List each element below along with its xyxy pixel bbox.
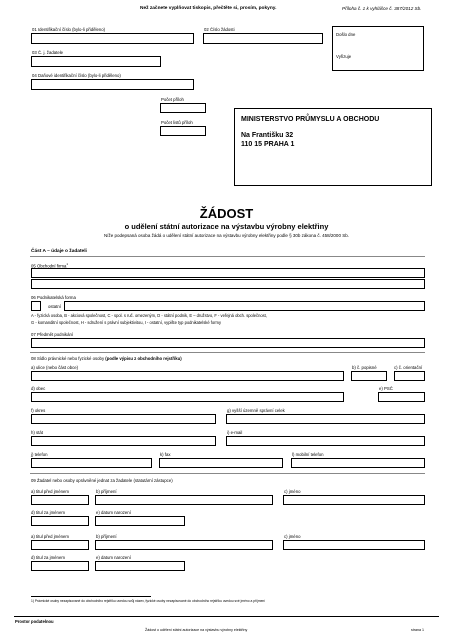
mobile-field[interactable] <box>291 458 425 468</box>
label-07: 07 Předmět podnikání <box>31 332 74 337</box>
first-name-field[interactable] <box>283 540 425 550</box>
surname-field[interactable] <box>95 540 273 550</box>
country-label: h) stát <box>31 430 43 435</box>
form-subtitle: o udělení státní autorizace na výstavbu výrobny elektřiny <box>124 222 329 231</box>
first-name-label: c) jméno <box>284 489 301 494</box>
attachments-count-field[interactable] <box>160 103 206 113</box>
address-line-3: 110 15 PRAHA 1 <box>241 141 295 148</box>
received-date-label: Došlo dne <box>336 32 356 37</box>
part-a-heading: Část A – údaje o žadateli <box>31 249 87 254</box>
label-08: 08 Sídlo právnické nebo fyzické osoby (podle výpisu z obchodního rejstříku) <box>31 356 182 361</box>
id-number-field[interactable] <box>31 33 194 44</box>
received-stamp-box <box>332 26 424 71</box>
form-note: Níže podepsaná osoba žádá o udělení státní autorizace na výstavbu výrobny elektřiny podle § 30b zákona č. 458/2000 Sb. <box>104 233 349 238</box>
attachment-pages-label: Počet listů příloh <box>161 120 193 125</box>
region-field[interactable] <box>226 414 425 424</box>
title-before-field[interactable] <box>31 540 89 550</box>
footer-rule <box>14 616 439 617</box>
orientation-number-field[interactable] <box>394 371 425 381</box>
email-label: i) e-mail <box>227 430 243 435</box>
first-name-label: c) jméno <box>284 534 301 539</box>
title-after-label: d) titul za jménem <box>31 555 65 560</box>
section-divider <box>30 473 425 474</box>
label-04: 04 Daňové identifikační číslo (bylo-li přiděleno) <box>32 73 121 78</box>
request-number-field[interactable] <box>203 33 323 44</box>
other-label: ostatní <box>48 304 61 309</box>
region-label: g) vyšší územně správní celek <box>227 408 285 413</box>
tax-id-field[interactable] <box>31 79 194 90</box>
instruction-text: Než začnete vyplňovat tiskopis, přečtěte si, prosím, pokyny. <box>140 6 277 11</box>
page-number: strana 1 <box>411 628 424 632</box>
footnote-text: 1) Právnické osoby nezapisované do obchodního rejstříku uvedou svůj název, fyzické osoby nezapisované do obchodního rejstříku uvedou své jméno a příjmení <box>31 599 266 603</box>
address-box <box>234 108 432 186</box>
applicant-ref-field[interactable] <box>31 56 161 67</box>
footnote-rule <box>31 596 151 597</box>
street-field[interactable] <box>31 371 344 381</box>
office-space-label: Prostor podatelnou <box>15 619 54 624</box>
surname-field[interactable] <box>95 495 273 505</box>
title-before-label: a) titul před jménem <box>31 489 69 494</box>
email-field[interactable] <box>226 436 425 446</box>
business-subject-field[interactable] <box>31 338 425 348</box>
label-02: 02 Číslo žádosti <box>204 27 235 32</box>
title-before-field[interactable] <box>31 495 89 505</box>
section-divider <box>30 352 425 353</box>
country-field[interactable] <box>31 436 216 446</box>
title-before-label: a) titul před jménem <box>31 534 69 539</box>
first-name-field[interactable] <box>283 495 425 505</box>
label-09: 09 Žadatel nebo osoby oprávněné jednat za žadatele (statutární zástupce) <box>31 478 173 483</box>
mobile-label: l) mobilní telefon <box>292 452 324 457</box>
postal-code-label: e) PSČ <box>379 386 393 391</box>
attachment-pages-field[interactable] <box>160 126 206 136</box>
form-title: ŽÁDOST <box>199 206 254 221</box>
annex-reference: Příloha č. 1 k vyhlášce č. 387/2012 Sb. <box>342 6 422 11</box>
city-label: d) obec <box>31 386 46 391</box>
postal-code-field[interactable] <box>378 392 425 402</box>
birth-date-field[interactable] <box>95 561 185 571</box>
birth-date-field[interactable] <box>95 516 185 526</box>
surname-label: b) příjmení <box>96 534 117 539</box>
district-label: f) okres <box>31 408 46 413</box>
label-06: 06 Podnikatelská forma <box>31 295 76 300</box>
surname-label: b) příjmení <box>96 489 117 494</box>
section-divider <box>30 256 425 257</box>
company-name-field-1[interactable] <box>31 268 425 278</box>
street-label: a) ulice (nebo část obce) <box>31 365 79 370</box>
title-after-field[interactable] <box>31 561 89 571</box>
footer-document-name: Žádost o udělení státní autorizace na výstavbu výrobny elektřiny <box>145 628 248 632</box>
house-number-field[interactable] <box>351 371 387 381</box>
house-number-label: b) č. popisné <box>352 365 377 370</box>
city-field[interactable] <box>31 392 344 402</box>
fax-label: k) fax <box>160 452 171 457</box>
district-field[interactable] <box>31 414 216 424</box>
business-form-other-field[interactable] <box>64 301 425 311</box>
address-line-1: MINISTERSTVO PRŮMYSLU A OBCHODU <box>241 116 380 123</box>
label-05: 05 Obchodní firma$^1$ <box>31 262 69 269</box>
phone-field[interactable] <box>31 458 152 468</box>
label-03: 03 Č. j. žadatele <box>32 50 64 55</box>
fax-field[interactable] <box>159 458 283 468</box>
birth-date-label: e) datum narození <box>96 555 131 560</box>
label-01: 01 Identifikační číslo (bylo-li přiděleno) <box>32 27 106 32</box>
phone-label: j) telefon <box>31 452 48 457</box>
business-form-legend-1: A - fyzická osoba, B - akciová společnost, C - spol. s ruč. omezeným, D - státní podnik, E – družstvo, F - veřejná obch. společnost, <box>31 313 267 318</box>
attachments-count-label: Počet příloh <box>161 97 184 102</box>
handled-by-label: Vyřizuje <box>336 54 352 59</box>
birth-date-label: e) datum narození <box>96 510 131 515</box>
orientation-number-label: c) č. orientační <box>394 365 423 370</box>
address-line-2: Na Františku 32 <box>241 132 294 139</box>
business-form-code-field[interactable] <box>31 301 41 311</box>
business-form-legend-2: G - komanditní společnost, H - sdružení s právní subjektivitou, I - ostatní, vypište typ podnikatelské formy <box>31 320 221 325</box>
title-after-field[interactable] <box>31 516 89 526</box>
title-after-label: d) titul za jménem <box>31 510 65 515</box>
company-name-field-2[interactable] <box>31 279 425 289</box>
